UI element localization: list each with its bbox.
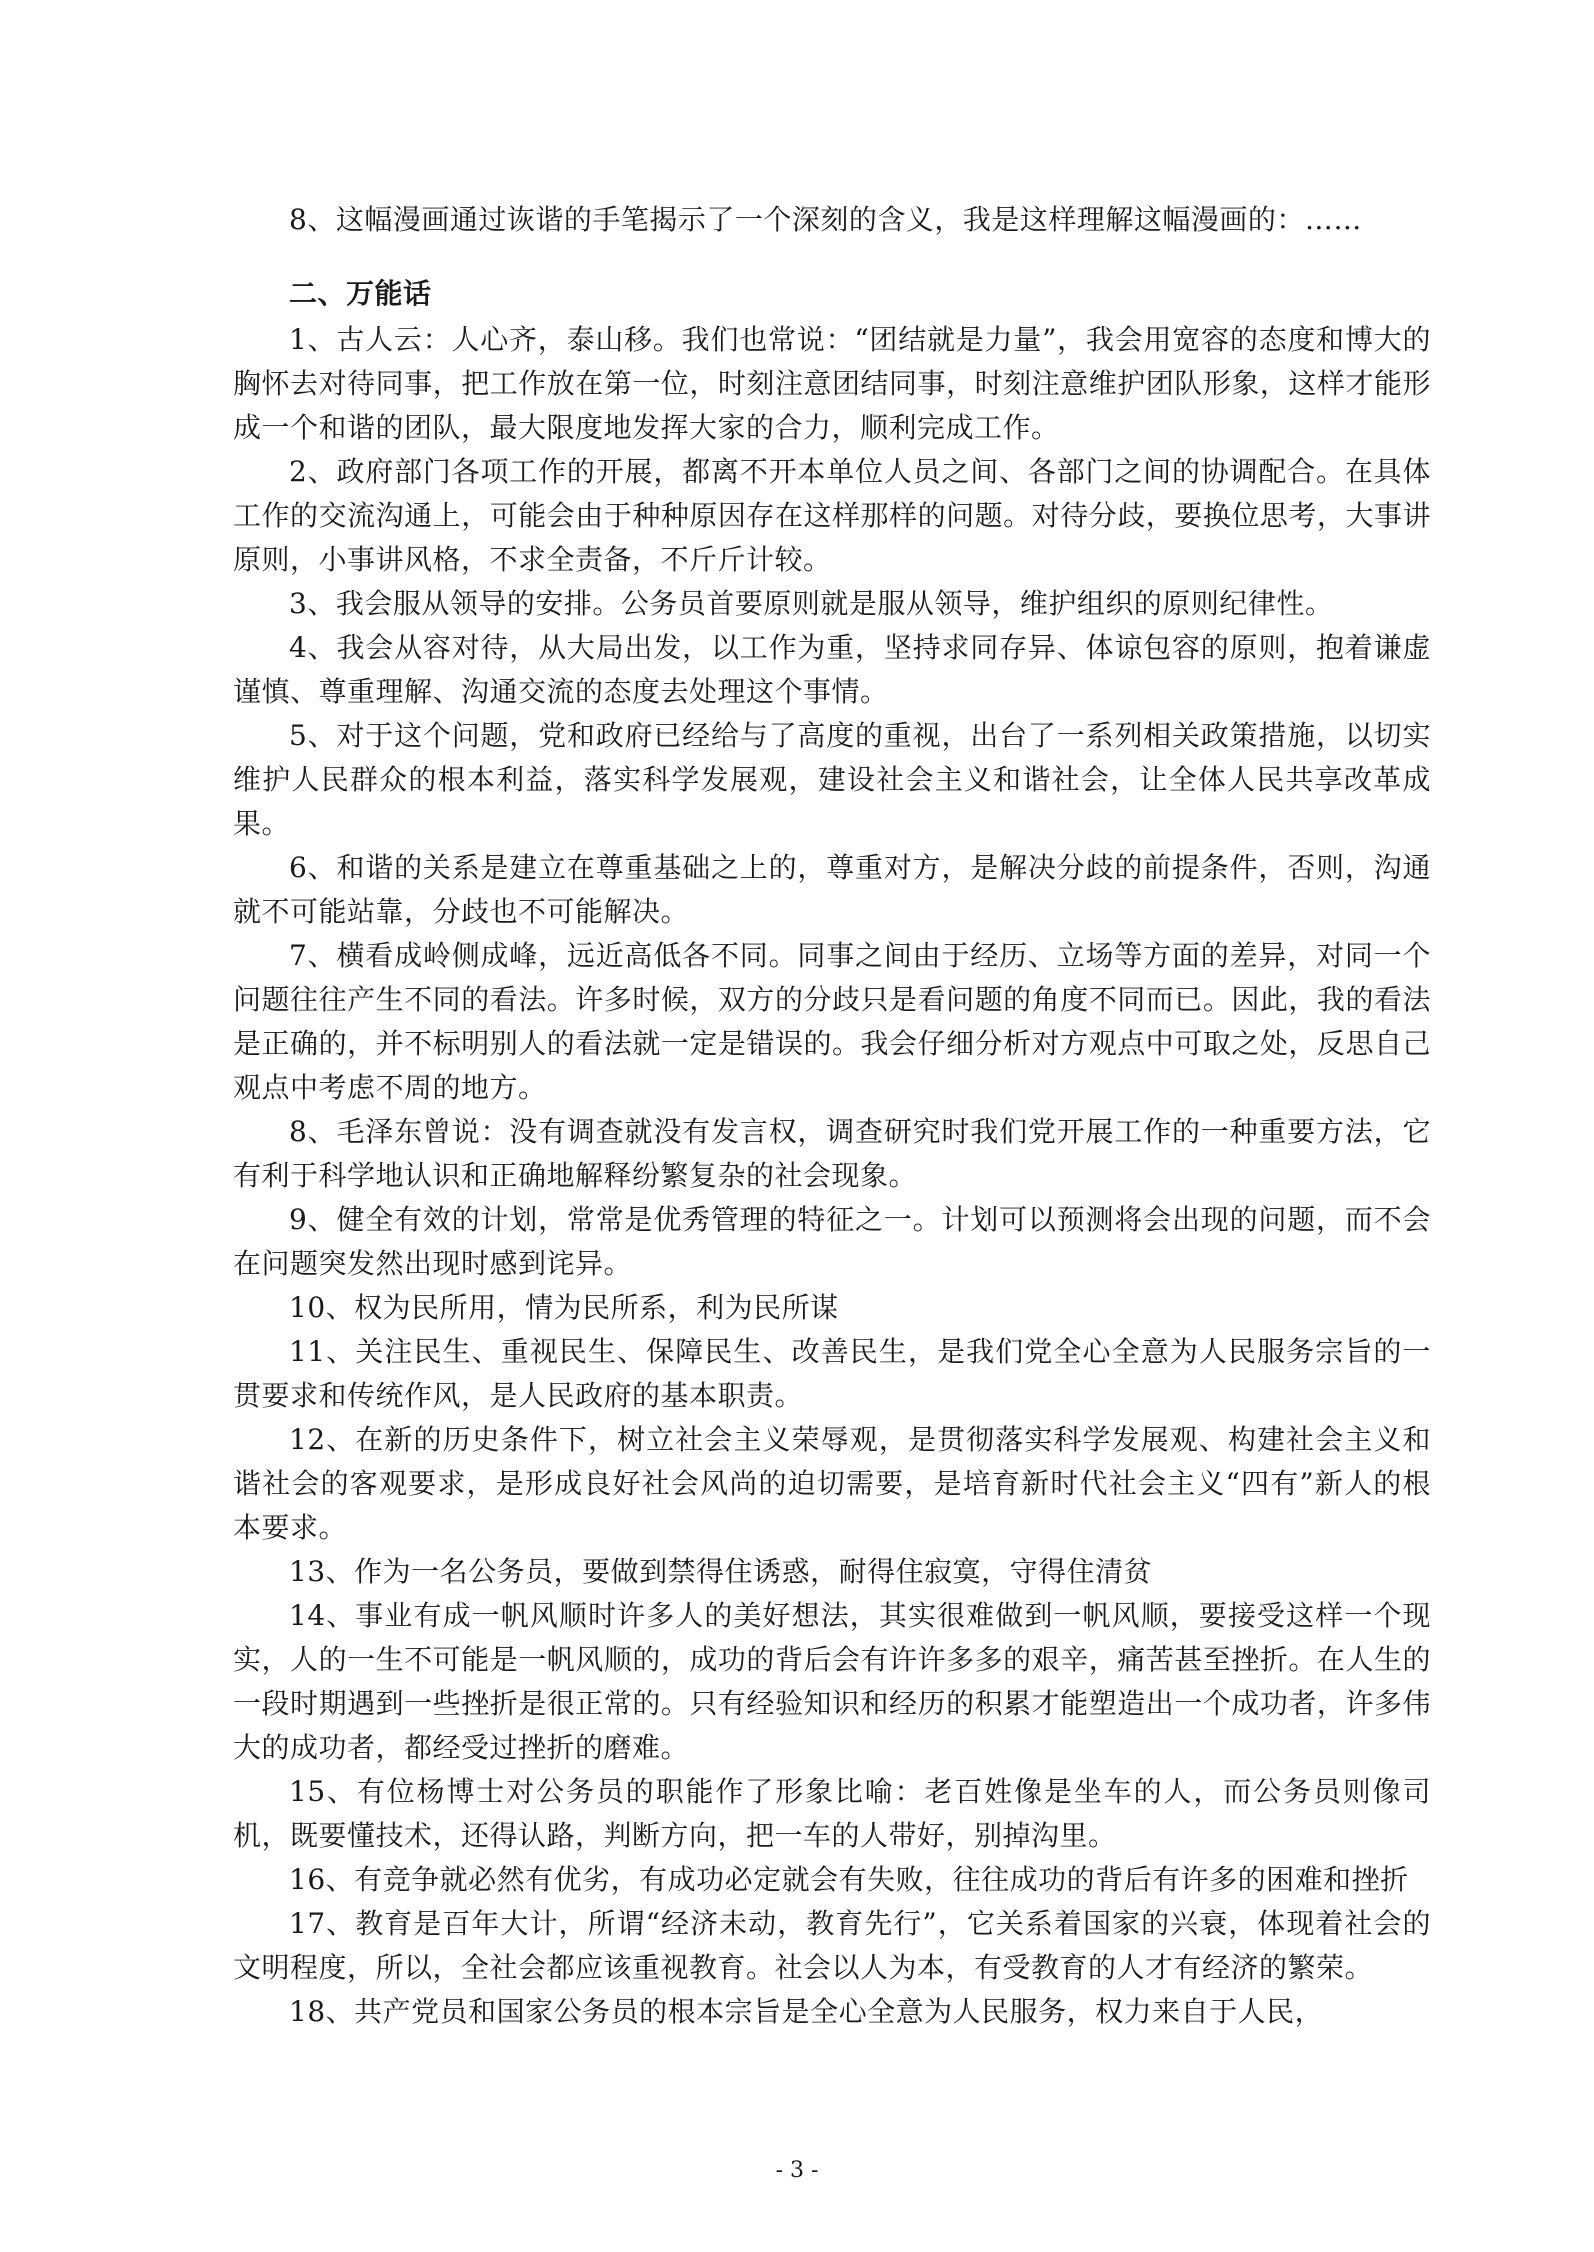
paragraph: 7、横看成岭侧成峰，远近高低各不同。同事之间由于经历、立场等方面的差异，对同一个问题往往产生不同的看法。许多时候，双方的分歧只是看问题的角度不同而已。因此，我的看法是正确的，并不标明别人的看法就一定是错误的。我会仔细分析对方观点中可取之处，反思自己观点中考虑不周的地方。 (233, 939, 1431, 1104)
paragraph: 10、权为民所用，情为民所系，利为民所谋 (289, 1291, 839, 1324)
paragraph: 11、关注民生、重视民生、保障民生、改善民生，是我们党全心全意为人民服务宗旨的一贯要求和传统作风，是人民政府的基本职责。 (233, 1335, 1431, 1412)
paragraph: 3、我会服从领导的安排。公务员首要原则就是服从领导，维护组织的原则纪律性。 (289, 587, 1334, 620)
paragraph: 16、有竞争就必然有优劣，有成功必定就会有失败，往往成功的背后有许多的困难和挫折 (289, 1863, 1409, 1896)
paragraph: 1、古人云：人心齐，泰山移。我们也常说：“团结就是力量”，我会用宽容的态度和博大的胸怀去对待同事，把工作放在第一位，时刻注意团结同事，时刻注意维护团队形象，这样才能形成一个和谐的团队，最大限度地发挥大家的合力，顺利完成工作。 (233, 323, 1431, 444)
paragraph: 5、对于这个问题，党和政府已经给与了高度的重视，出台了一系列相关政策措施，以切实维护人民群众的根本利益，落实科学发展观，建设社会主义和谐社会，让全体人民共享改革成果。 (233, 719, 1431, 840)
paragraph: 9、健全有效的计划，常常是优秀管理的特征之一。计划可以预测将会出现的问题，而不会在问题突发然出现时感到诧异。 (233, 1203, 1431, 1280)
paragraph: 2、政府部门各项工作的开展，都离不开本单位人员之间、各部门之间的协调配合。在具体工作的交流沟通上，可能会由于种种原因存在这样那样的问题。对待分歧，要换位思考，大事讲原则，小事讲风格，不求全责备，不斤斤计较。 (233, 455, 1431, 576)
page-number: - 3 - (775, 2158, 819, 2183)
lead-paragraph: 8、这幅漫画通过诙谐的手笔揭示了一个深刻的含义，我是这样理解这幅漫画的：…… (289, 203, 1362, 236)
paragraph: 8、毛泽东曾说：没有调查就没有发言权，调查研究时我们党开展工作的一种重要方法，它有利于科学地认识和正确地解释纷繁复杂的社会现象。 (233, 1115, 1431, 1192)
section-heading: 二、万能话 (289, 277, 432, 310)
page-body (233, 198, 1431, 2034)
paragraph: 4、我会从容对待，从大局出发，以工作为重，坚持求同存异、体谅包容的原则，抱着谦虚谨慎、尊重理解、沟通交流的态度去处理这个事情。 (233, 631, 1431, 708)
paragraph: 15、有位杨博士对公务员的职能作了形象比喻：老百姓像是坐车的人，而公务员则像司机，既要懂技术，还得认路，判断方向，把一车的人带好，别掉沟里。 (233, 1775, 1431, 1852)
paragraph: 13、作为一名公务员，要做到禁得住诱惑，耐得住寂寞，守得住清贫 (289, 1555, 1153, 1588)
paragraph: 12、在新的历史条件下，树立社会主义荣辱观，是贯彻落实科学发展观、构建社会主义和谐社会的客观要求，是形成良好社会风尚的迫切需要，是培育新时代社会主义“四有”新人的根本要求。 (233, 1423, 1431, 1544)
paragraph-list (233, 318, 1431, 2034)
paragraph: 6、和谐的关系是建立在尊重基础之上的，尊重对方，是解决分歧的前提条件，否则，沟通就不可能站靠，分歧也不可能解决。 (233, 851, 1431, 928)
paragraph: 18、共产党员和国家公务员的根本宗旨是全心全意为人民服务，权力来自于人民， (289, 1995, 1324, 2028)
paragraph: 17、教育是百年大计，所谓“经济未动，教育先行”，它关系着国家的兴衰，体现着社会的文明程度，所以，全社会都应该重视教育。社会以人为本，有受教育的人才有经济的繁荣。 (233, 1907, 1431, 1984)
paragraph: 14、事业有成一帆风顺时许多人的美好想法，其实很难做到一帆风顺，要接受这样一个现实，人的一生不可能是一帆风顺的，成功的背后会有许许多多的艰辛，痛苦甚至挫折。在人生的一段时期遇到一些挫折是很正常的。只有经验知识和经历的积累才能塑造出一个成功者，许多伟大的成功者，都经受过挫折的磨难。 (233, 1599, 1431, 1764)
